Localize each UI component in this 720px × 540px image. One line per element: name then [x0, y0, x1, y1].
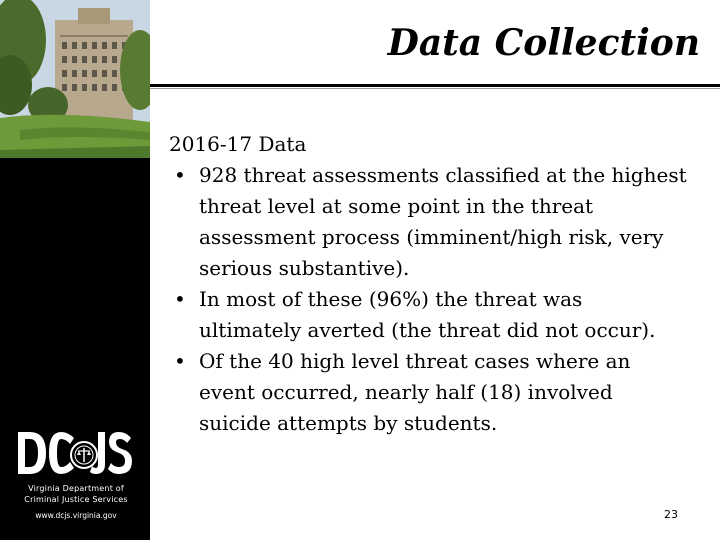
- bullet-text: 928 threat assessments classified at the highest threat level at some point in the threat assessment process (imminent/high risk, very serious substantive).: [199, 163, 687, 280]
- bullet-list: [169, 160, 689, 439]
- slide-content: [169, 129, 689, 439]
- slide-title: Data Collection: [387, 22, 700, 64]
- bullet-text: In most of these (96%) the threat was ultimately averted (the threat did not occur).: [199, 287, 656, 342]
- dcjs-logo: [16, 428, 134, 478]
- website-url: www.dcjs.virginia.gov: [35, 511, 117, 520]
- title-rule-thin: [150, 88, 720, 89]
- agency-name: [6, 483, 146, 505]
- bullet-icon: •: [174, 287, 186, 311]
- agency-line-1: Virginia Department of: [28, 484, 124, 493]
- bullet-icon: •: [174, 349, 186, 373]
- page-number: 23: [664, 508, 678, 521]
- bullet-icon: •: [174, 163, 186, 187]
- bullet-item: [169, 284, 689, 346]
- building-photo: [0, 0, 150, 158]
- agency-line-2: Criminal Justice Services: [24, 495, 128, 504]
- section-heading: 2016-17 Data: [169, 132, 307, 156]
- title-rule: [150, 84, 720, 87]
- bullet-item: [169, 346, 689, 439]
- bullet-item: [169, 160, 689, 284]
- bullet-text: Of the 40 high level threat cases where an event occurred, nearly half (18) involved suicide attempts by students.: [199, 349, 631, 435]
